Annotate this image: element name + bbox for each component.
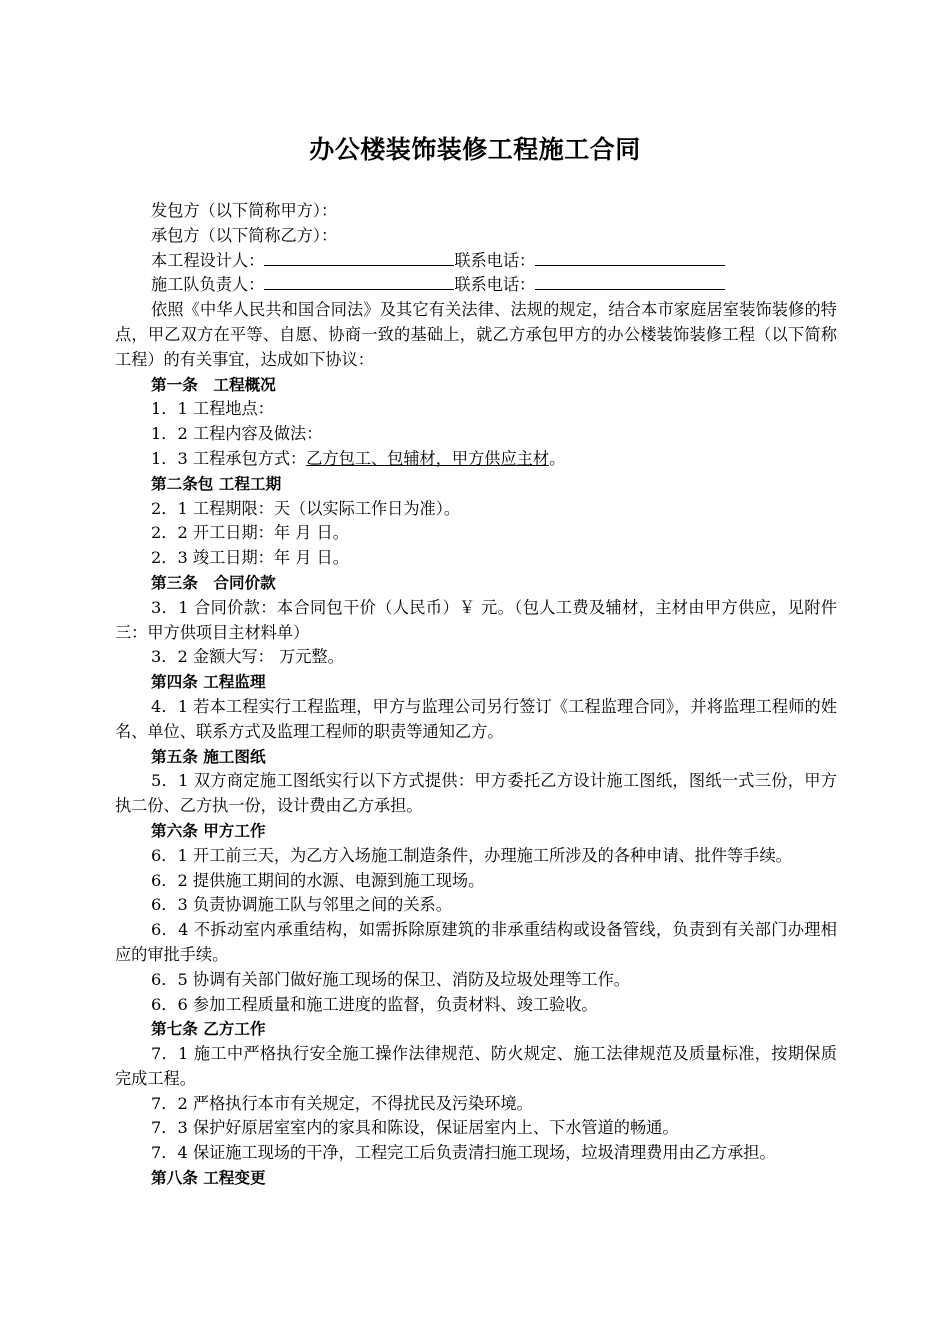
designer-blank — [264, 251, 454, 266]
article-1-item-1: 1．1 工程地点： — [151, 399, 274, 419]
intro-paragraph: 依照《中华人民共和国合同法》及其它有关法律、法规的规定，结合本市家庭居室装饰装修的特点，甲乙双方在平等、自愿、协商一致的基础上，就乙方承包甲方的办公楼装饰装修工程（以下简称工程）的有关事宜，达成如下协议： — [115, 300, 837, 369]
document-title: 办公楼装饰装修工程施工合同 — [309, 135, 641, 164]
article-1-heading: 第一条 工程概况 — [151, 375, 276, 394]
article-8-heading: 第八条 工程变更 — [151, 1169, 266, 1188]
article-6-item-3: 6．3 负责协调施工队与邻里之间的关系。 — [151, 895, 452, 915]
leader-line — [115, 273, 837, 298]
article-4-heading: 第四条 工程监理 — [151, 673, 266, 692]
article-2-heading: 第二条包 工程工期 — [151, 474, 282, 493]
article-7-item-3: 7．3 保护好原居室室内的家具和陈设，保证居室内上、下水管道的畅通。 — [151, 1118, 679, 1138]
leader-label: 施工队负责人： — [151, 275, 265, 295]
party-a-line: 发包方（以下简称甲方）： — [151, 201, 338, 220]
contract-mode-value: 乙方包工、包辅材，甲方供应主材 — [306, 448, 550, 468]
article-6-item-4: 6．4 不拆动室内承重结构，如需拆除原建筑的非承重结构或设备管线，负责到有关部门办理相应的审批手续。 — [115, 920, 837, 964]
article-2-item-2: 2．2 开工日期：年 月 日。 — [151, 523, 349, 543]
designer-label: 本工程设计人： — [151, 250, 265, 270]
designer-line — [115, 249, 837, 274]
article-1-item-3 — [115, 447, 837, 472]
designer-phone-label: 联系电话： — [454, 250, 536, 270]
article-7-item-1: 7．1 施工中严格执行安全施工操作法律规范、防火规定、施工法律规范及质量标准，按期保质完成工程。 — [115, 1044, 837, 1088]
leader-phone-blank — [535, 275, 725, 290]
contract-mode-suffix: 。 — [549, 448, 566, 468]
article-6-item-6: 6．6 参加工程质量和施工进度的监督，负责材料、竣工验收。 — [151, 994, 598, 1014]
article-7-heading: 第七条 乙方工作 — [151, 1020, 266, 1039]
party-b-line: 承包方（以下简称乙方）： — [151, 225, 338, 245]
article-4-item-1: 4．1 若本工程实行工程监理，甲方与监理公司另行签订《工程监理合同》，并将监理工程师的姓名、单位、联系方式及监理工程师的职责等通知乙方。 — [115, 696, 837, 741]
article-5-item-1: 5．1 双方商定施工图纸实行以下方式提供：甲方委托乙方设计施工图纸，图纸一式三份，甲方执二份、乙方执一份，设计费由乙方承担。 — [115, 771, 837, 816]
article-2-item-1: 2．1 工程期限：天（以实际工作日为准）。 — [151, 498, 461, 518]
article-7-item-4: 7．4 保证施工现场的干净，工程完工后负责清扫施工现场，垃圾清理费用由乙方承担。 — [151, 1143, 776, 1163]
article-7-item-2: 7．2 严格执行本市有关规定，不得扰民及污染环境。 — [151, 1093, 533, 1113]
article-5-heading: 第五条 施工图纸 — [151, 747, 266, 766]
article-6-item-2: 6．2 提供施工期间的水源、电源到施工现场。 — [151, 870, 485, 890]
article-6-item-5: 6．5 协调有关部门做好施工现场的保卫、消防及垃圾处理等工作。 — [151, 969, 630, 989]
article-6-item-1: 6．1 开工前三天，为乙方入场施工制造条件，办理施工所涉及的各种申请、批件等手续。 — [151, 845, 792, 865]
article-1-item-2: 1．2 工程内容及做法： — [151, 424, 323, 444]
leader-phone-label: 联系电话： — [454, 275, 536, 295]
article-2-item-3: 2．3 竣工日期：年 月 日。 — [151, 548, 349, 568]
designer-phone-blank — [535, 251, 725, 266]
article-6-heading: 第六条 甲方工作 — [151, 821, 266, 840]
article-3-item-2: 3．2 金额大写： 万元整。 — [151, 647, 344, 667]
contract-mode-label: 1．3 工程承包方式： — [151, 448, 307, 468]
document-body — [115, 199, 837, 1191]
leader-blank — [264, 275, 454, 290]
article-3-item-1: 3．1 合同价款：本合同包干价（人民币）￥ 元。（包人工费及辅材，主材由甲方供应，见附件三：甲方供项目主材料单） — [115, 597, 837, 642]
article-3-heading: 第三条 合同价款 — [151, 573, 276, 592]
